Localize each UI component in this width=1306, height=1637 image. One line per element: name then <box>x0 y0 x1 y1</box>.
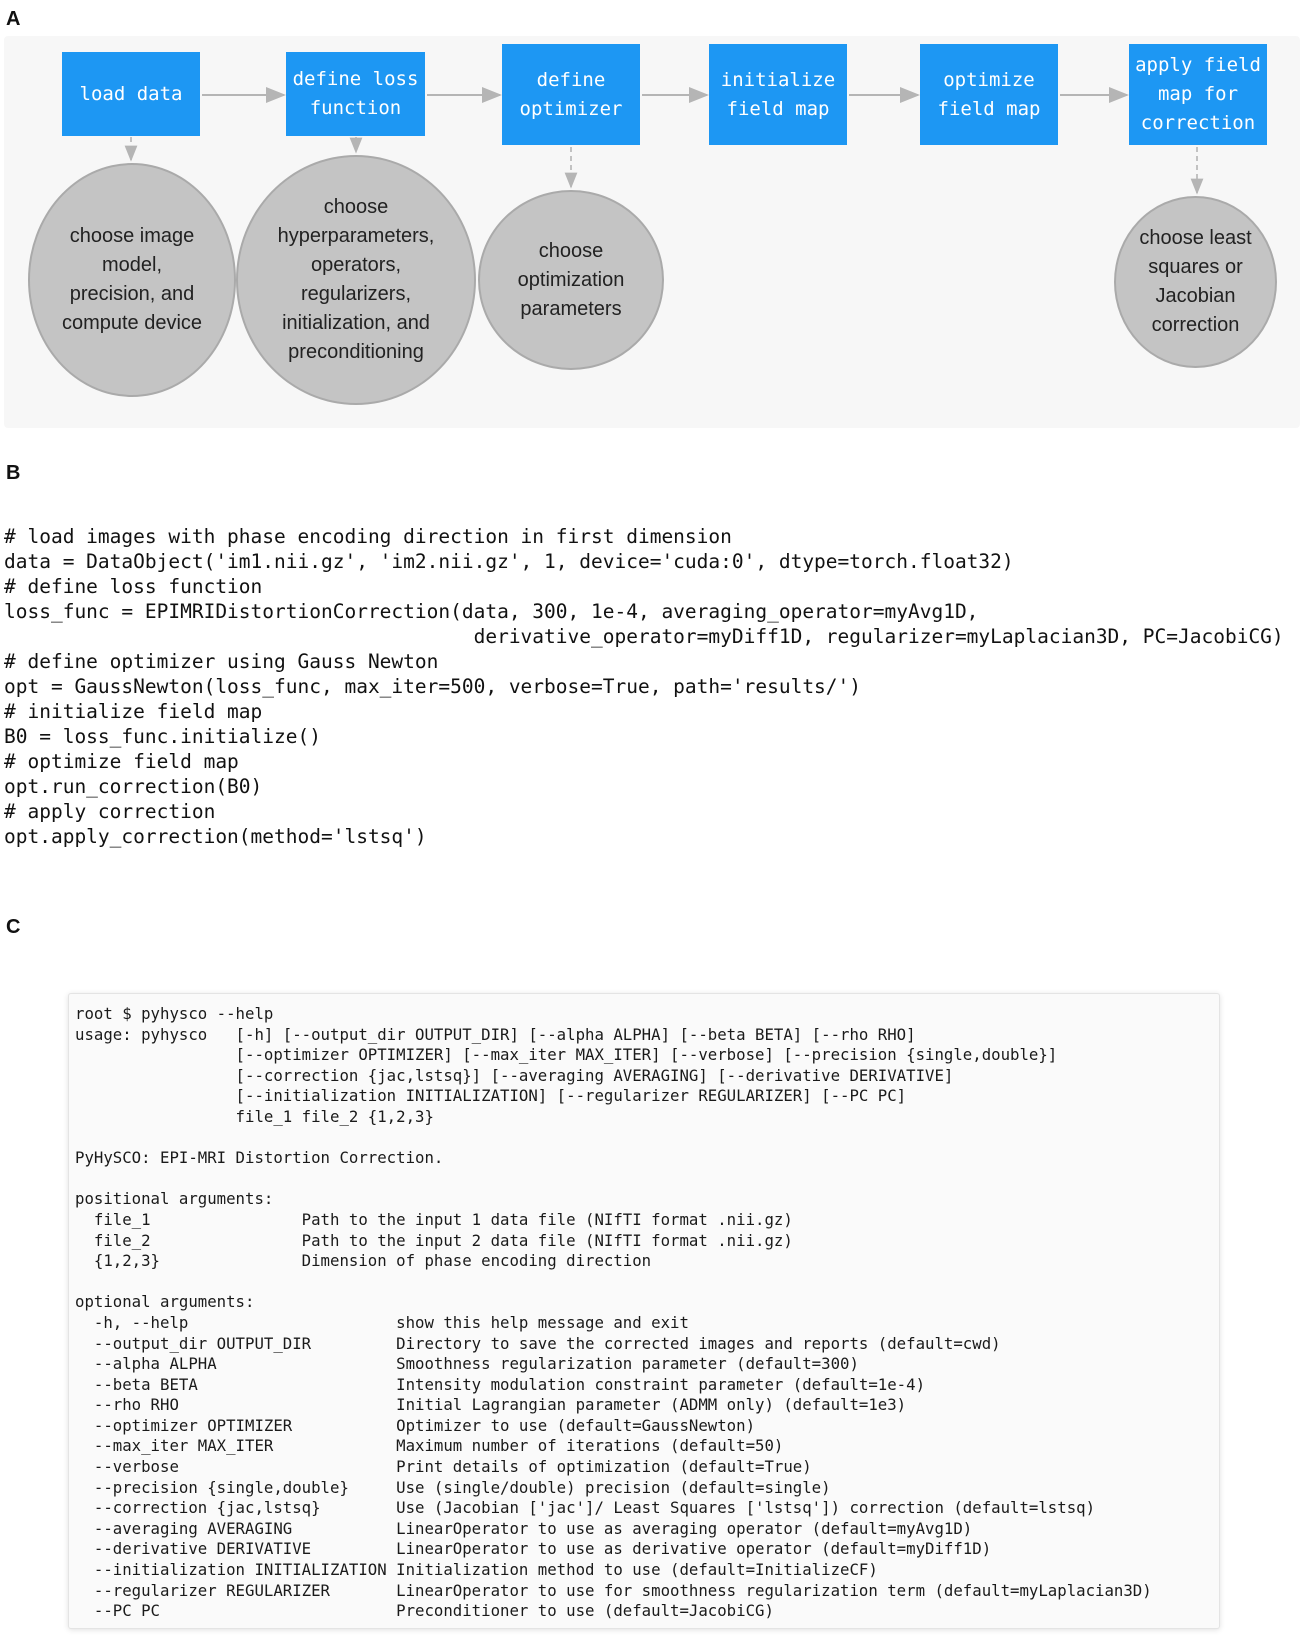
note-apply-correction: choose least squares or Jacobian correction <box>1114 196 1277 368</box>
step-apply-correction: apply field map for correction <box>1129 44 1267 145</box>
panel-label-b: B <box>6 462 21 484</box>
note-optimizer: choose optimization parameters <box>478 190 664 370</box>
python-code-example: # load images with phase encoding direction in first dimension data = DataObject('im1.nii.gz', 'im2.nii.gz', 1, device='cuda:0', dtype=torch.float32) # define loss function loss_func = EPIMRIDistortionCorrection(data, 300, 1e-4, averaging_operator=myAvg1D, derivative_operator=myDiff1D, regularizer=myLaplacian3D, PC=JacobiCG) # define optimizer using Gauss Newton opt = GaussNewton(loss_func, max_iter=500, verbose=True, path='results/') # initialize field map B0 = loss_func.initialize() # optimize field map opt.run_correction(B0) # apply correction opt.apply_correction(method='lstsq') <box>4 525 1284 848</box>
step-load-data: load data <box>62 52 200 136</box>
panel-label-a: A <box>6 8 21 30</box>
step-initialize-field-map: initialize field map <box>709 44 847 145</box>
step-define-optimizer: define optimizer <box>502 44 640 145</box>
help-output: root $ pyhysco --help usage: pyhysco [-h] [--output_dir OUTPUT_DIR] [--alpha ALPHA] [--beta BETA] [--rho RHO] [--optimizer OPTIMIZER] [--max_iter MAX_ITER] [--verbose] [--precision {single,double}] [--correction {jac,lstsq}] [--averaging AVERAGING] [--derivative DERIVATIVE] [--initialization INITIALIZATION] [--regularizer REGULARIZER] [--PC PC] file_1 file_2 {1,2,3} PyHySCO: EPI-MRI Distortion Correction. positional arguments: file_1 Path to the input 1 data file (NIfTI format .nii.gz) file_2 Path to the input 2 data file (NIfTI format .nii.gz) {1,2,3} Dimension of phase encoding direction optional arguments: -h, --help show this help message and exit --output_dir OUTPUT_DIR Directory to save the corrected images and reports (default=cwd) --alpha ALPHA Smoothness regularization parameter (default=300) --beta BETA Intensity modulation constraint parameter (default=1e-4) --rho RHO Initial Lagrangian parameter (ADMM only) (default=1e3) --optimizer OPTIMIZER Optimizer to use (default=GaussNewton) --max_iter MAX_ITER Maximum number of iterations (default=50) --verbose Print details of optimization (default=True) --precision {single,double} Use (single/double) precision (default=single) --correction {jac,lstsq} Use (Jacobian ['jac']/ Least Squares ['lstsq']) correction (default=lstsq) --averaging AVERAGING LinearOperator to use as averaging operator (default=myAvg1D) --derivative DERIVATIVE LinearOperator to use as derivative operator (default=myDiff1D) --initialization INITIALIZATION Initialization method to use (default=InitializeCF) --regularizer REGULARIZER LinearOperator to use for smoothness regularization term (default=myLaplacian3D) --PC PC Preconditioner to use (default=JacobiCG) <box>75 1004 1152 1621</box>
note-load-data: choose image model, precision, and compute device <box>28 163 236 397</box>
terminal-window <box>68 993 1220 1629</box>
step-define-loss-function: define loss function <box>286 52 425 136</box>
step-optimize-field-map: optimize field map <box>920 44 1058 145</box>
note-loss-function: choose hyperparameters, operators, regularizers, initialization, and preconditioning <box>236 155 476 405</box>
panel-label-c: C <box>6 916 21 938</box>
